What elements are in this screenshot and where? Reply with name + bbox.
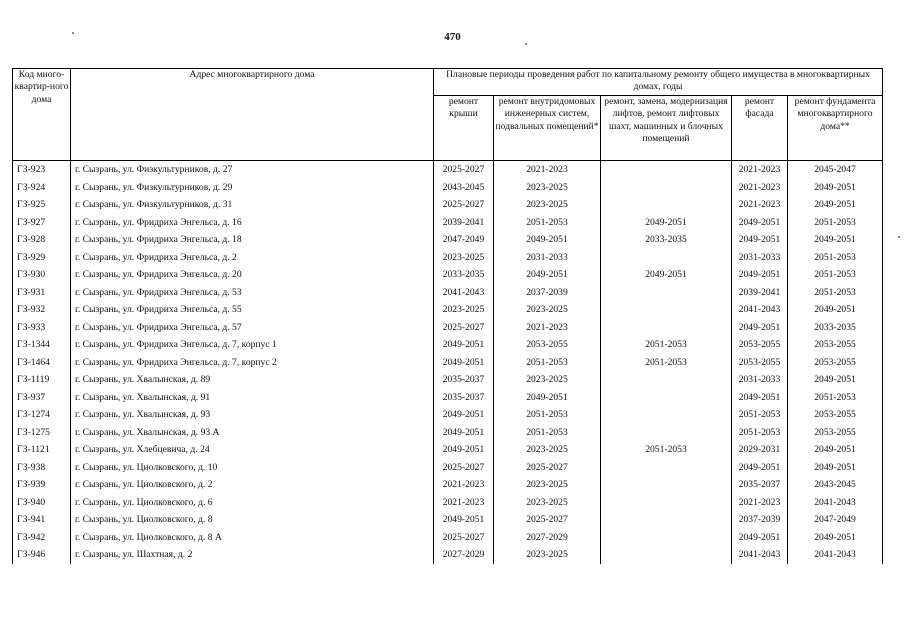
roof-period-cell: 2021-2023 bbox=[434, 476, 494, 494]
lifts-period-cell bbox=[601, 319, 732, 337]
engineering-period-cell: 2049-2051 bbox=[494, 389, 601, 407]
house-code-cell: ГЗ-942 bbox=[13, 529, 71, 547]
engineering-period-cell: 2037-2039 bbox=[494, 284, 601, 302]
house-code-cell: ГЗ-925 bbox=[13, 196, 71, 214]
foundation-period-cell: 2045-2047 bbox=[788, 161, 883, 179]
roof-period-cell: 2025-2027 bbox=[434, 459, 494, 477]
lifts-period-cell bbox=[601, 546, 732, 564]
facade-period-cell: 2051-2053 bbox=[732, 424, 788, 442]
lifts-period-cell: 2033-2035 bbox=[601, 231, 732, 249]
house-code-cell: ГЗ-1344 bbox=[13, 336, 71, 354]
header-address: Адрес многоквартирного дома bbox=[71, 69, 434, 161]
roof-period-cell: 2049-2051 bbox=[434, 336, 494, 354]
foundation-period-cell: 2051-2053 bbox=[788, 266, 883, 284]
house-code-cell: ГЗ-939 bbox=[13, 476, 71, 494]
header-foundation: ремонт фундамента многоквартирного дома** bbox=[788, 96, 883, 161]
foundation-period-cell: 2049-2051 bbox=[788, 179, 883, 197]
table-row bbox=[13, 406, 883, 424]
foundation-period-cell: 2051-2053 bbox=[788, 249, 883, 267]
house-code-cell: ГЗ-927 bbox=[13, 214, 71, 232]
facade-period-cell: 2053-2055 bbox=[732, 354, 788, 372]
house-code-cell: ГЗ-923 bbox=[13, 161, 71, 179]
engineering-period-cell: 2023-2025 bbox=[494, 494, 601, 512]
engineering-period-cell: 2049-2051 bbox=[494, 266, 601, 284]
foundation-period-cell: 2049-2051 bbox=[788, 459, 883, 477]
table-row bbox=[13, 494, 883, 512]
roof-period-cell: 2025-2027 bbox=[434, 529, 494, 547]
address-cell: г. Сызрань, ул. Физкультурников, д. 31 bbox=[71, 196, 434, 214]
house-code-cell: ГЗ-928 bbox=[13, 231, 71, 249]
address-cell: г. Сызрань, ул. Фридриха Энгельса, д. 2 bbox=[71, 249, 434, 267]
foundation-period-cell: 2049-2051 bbox=[788, 301, 883, 319]
address-cell: г. Сызрань, ул. Хвалынская, д. 91 bbox=[71, 389, 434, 407]
lifts-period-cell bbox=[601, 529, 732, 547]
table-row bbox=[13, 424, 883, 442]
facade-period-cell: 2021-2023 bbox=[732, 196, 788, 214]
table-row bbox=[13, 231, 883, 249]
address-cell: г. Сызрань, ул. Физкультурников, д. 29 bbox=[71, 179, 434, 197]
address-cell: г. Сызрань, ул. Фридриха Энгельса, д. 57 bbox=[71, 319, 434, 337]
table-row bbox=[13, 301, 883, 319]
lifts-period-cell bbox=[601, 389, 732, 407]
house-code-cell: ГЗ-924 bbox=[13, 179, 71, 197]
roof-period-cell: 2025-2027 bbox=[434, 319, 494, 337]
engineering-period-cell: 2049-2051 bbox=[494, 231, 601, 249]
address-cell: г. Сызрань, ул. Фридриха Энгельса, д. 18 bbox=[71, 231, 434, 249]
roof-period-cell: 2023-2025 bbox=[434, 249, 494, 267]
header-lifts: ремонт, замена, модернизация лифтов, ремонт лифтовых шахт, машинных и блочных помещений bbox=[601, 96, 732, 161]
facade-period-cell: 2021-2023 bbox=[732, 494, 788, 512]
foundation-period-cell: 2049-2051 bbox=[788, 371, 883, 389]
table-row bbox=[13, 459, 883, 477]
roof-period-cell: 2049-2051 bbox=[434, 406, 494, 424]
table-row bbox=[13, 371, 883, 389]
address-cell: г. Сызрань, ул. Фридриха Энгельса, д. 16 bbox=[71, 214, 434, 232]
address-cell: г. Сызрань, ул. Физкультурников, д. 27 bbox=[71, 161, 434, 179]
facade-period-cell: 2049-2051 bbox=[732, 319, 788, 337]
foundation-period-cell: 2051-2053 bbox=[788, 214, 883, 232]
house-code-cell: ГЗ-932 bbox=[13, 301, 71, 319]
engineering-period-cell: 2027-2029 bbox=[494, 529, 601, 547]
house-code-cell: ГЗ-933 bbox=[13, 319, 71, 337]
facade-period-cell: 2051-2053 bbox=[732, 406, 788, 424]
table-row bbox=[13, 196, 883, 214]
table-row bbox=[13, 266, 883, 284]
engineering-period-cell: 2023-2025 bbox=[494, 546, 601, 564]
facade-period-cell: 2021-2023 bbox=[732, 179, 788, 197]
scan-speck bbox=[72, 32, 74, 34]
lifts-period-cell bbox=[601, 371, 732, 389]
facade-period-cell: 2049-2051 bbox=[732, 266, 788, 284]
lifts-period-cell bbox=[601, 179, 732, 197]
foundation-period-cell: 2049-2051 bbox=[788, 529, 883, 547]
table-row bbox=[13, 161, 883, 179]
address-cell: г. Сызрань, ул. Хвалынская, д. 93 А bbox=[71, 424, 434, 442]
table-row bbox=[13, 249, 883, 267]
engineering-period-cell: 2051-2053 bbox=[494, 214, 601, 232]
table-row bbox=[13, 389, 883, 407]
house-code-cell: ГЗ-1121 bbox=[13, 441, 71, 459]
address-cell: г. Сызрань, ул. Хвалынская, д. 89 bbox=[71, 371, 434, 389]
house-code-cell: ГЗ-946 bbox=[13, 546, 71, 564]
lifts-period-cell bbox=[601, 476, 732, 494]
house-code-cell: ГЗ-1119 bbox=[13, 371, 71, 389]
roof-period-cell: 2049-2051 bbox=[434, 511, 494, 529]
foundation-period-cell: 2041-2043 bbox=[788, 494, 883, 512]
facade-period-cell: 2049-2051 bbox=[732, 529, 788, 547]
engineering-period-cell: 2021-2023 bbox=[494, 319, 601, 337]
header-periods: Плановые периоды проведения работ по капитальному ремонту общего имущества в многоквартирных домах, годы bbox=[434, 69, 883, 96]
roof-period-cell: 2025-2027 bbox=[434, 196, 494, 214]
roof-period-cell: 2033-2035 bbox=[434, 266, 494, 284]
table-row bbox=[13, 336, 883, 354]
lifts-period-cell: 2049-2051 bbox=[601, 266, 732, 284]
lifts-period-cell bbox=[601, 511, 732, 529]
lifts-period-cell bbox=[601, 249, 732, 267]
house-code-cell: ГЗ-929 bbox=[13, 249, 71, 267]
address-cell: г. Сызрань, ул. Циолковского, д. 2 bbox=[71, 476, 434, 494]
table-row bbox=[13, 529, 883, 547]
engineering-period-cell: 2051-2053 bbox=[494, 406, 601, 424]
table-row bbox=[13, 546, 883, 564]
address-cell: г. Сызрань, ул. Фридриха Энгельса, д. 55 bbox=[71, 301, 434, 319]
table-row bbox=[13, 319, 883, 337]
roof-period-cell: 2049-2051 bbox=[434, 354, 494, 372]
engineering-period-cell: 2023-2025 bbox=[494, 476, 601, 494]
house-code-cell: ГЗ-1274 bbox=[13, 406, 71, 424]
facade-period-cell: 2053-2055 bbox=[732, 336, 788, 354]
roof-period-cell: 2035-2037 bbox=[434, 371, 494, 389]
facade-period-cell: 2039-2041 bbox=[732, 284, 788, 302]
engineering-period-cell: 2021-2023 bbox=[494, 161, 601, 179]
foundation-period-cell: 2047-2049 bbox=[788, 511, 883, 529]
address-cell: г. Сызрань, ул. Хвалынская, д. 93 bbox=[71, 406, 434, 424]
lifts-period-cell bbox=[601, 161, 732, 179]
address-cell: г. Сызрань, ул. Циолковского, д. 8 bbox=[71, 511, 434, 529]
lifts-period-cell bbox=[601, 284, 732, 302]
capital-repair-table bbox=[12, 68, 883, 564]
facade-period-cell: 2049-2051 bbox=[732, 459, 788, 477]
address-cell: г. Сызрань, ул. Хлебцевича, д. 24 bbox=[71, 441, 434, 459]
header-engineering: ремонт внутридомовых инженерных систем, подвальных помещений* bbox=[494, 96, 601, 161]
roof-period-cell: 2049-2051 bbox=[434, 441, 494, 459]
table-row bbox=[13, 354, 883, 372]
engineering-period-cell: 2023-2025 bbox=[494, 196, 601, 214]
header-roof: ремонт крыши bbox=[434, 96, 494, 161]
foundation-period-cell: 2053-2055 bbox=[788, 406, 883, 424]
roof-period-cell: 2041-2043 bbox=[434, 284, 494, 302]
engineering-period-cell: 2023-2025 bbox=[494, 371, 601, 389]
address-cell: г. Сызрань, ул. Циолковского, д. 10 bbox=[71, 459, 434, 477]
address-cell: г. Сызрань, ул. Фридриха Энгельса, д. 53 bbox=[71, 284, 434, 302]
lifts-period-cell bbox=[601, 424, 732, 442]
roof-period-cell: 2049-2051 bbox=[434, 424, 494, 442]
roof-period-cell: 2039-2041 bbox=[434, 214, 494, 232]
lifts-period-cell: 2051-2053 bbox=[601, 336, 732, 354]
address-cell: г. Сызрань, ул. Шахтная, д. 2 bbox=[71, 546, 434, 564]
engineering-period-cell: 2023-2025 bbox=[494, 301, 601, 319]
foundation-period-cell: 2053-2055 bbox=[788, 336, 883, 354]
roof-period-cell: 2027-2029 bbox=[434, 546, 494, 564]
foundation-period-cell: 2043-2045 bbox=[788, 476, 883, 494]
facade-period-cell: 2031-2033 bbox=[732, 371, 788, 389]
house-code-cell: ГЗ-1275 bbox=[13, 424, 71, 442]
foundation-period-cell: 2051-2053 bbox=[788, 284, 883, 302]
lifts-period-cell: 2051-2053 bbox=[601, 441, 732, 459]
foundation-period-cell: 2041-2043 bbox=[788, 546, 883, 564]
roof-period-cell: 2023-2025 bbox=[434, 301, 494, 319]
scan-speck bbox=[525, 43, 527, 45]
lifts-period-cell bbox=[601, 406, 732, 424]
table-row bbox=[13, 179, 883, 197]
lifts-period-cell: 2049-2051 bbox=[601, 214, 732, 232]
table-row bbox=[13, 214, 883, 232]
foundation-period-cell: 2049-2051 bbox=[788, 231, 883, 249]
facade-period-cell: 2035-2037 bbox=[732, 476, 788, 494]
page-number: 470 bbox=[444, 31, 461, 43]
foundation-period-cell: 2033-2035 bbox=[788, 319, 883, 337]
address-cell: г. Сызрань, ул. Циолковского, д. 6 bbox=[71, 494, 434, 512]
engineering-period-cell: 2023-2025 bbox=[494, 179, 601, 197]
facade-period-cell: 2029-2031 bbox=[732, 441, 788, 459]
foundation-period-cell: 2049-2051 bbox=[788, 196, 883, 214]
engineering-period-cell: 2051-2053 bbox=[494, 354, 601, 372]
table-body bbox=[13, 161, 883, 564]
facade-period-cell: 2037-2039 bbox=[732, 511, 788, 529]
lifts-period-cell bbox=[601, 301, 732, 319]
lifts-period-cell bbox=[601, 196, 732, 214]
engineering-period-cell: 2025-2027 bbox=[494, 459, 601, 477]
facade-period-cell: 2049-2051 bbox=[732, 214, 788, 232]
house-code-cell: ГЗ-938 bbox=[13, 459, 71, 477]
house-code-cell: ГЗ-1464 bbox=[13, 354, 71, 372]
header-facade: ремонт фасада bbox=[732, 96, 788, 161]
facade-period-cell: 2031-2033 bbox=[732, 249, 788, 267]
house-code-cell: ГЗ-941 bbox=[13, 511, 71, 529]
facade-period-cell: 2049-2051 bbox=[732, 231, 788, 249]
engineering-period-cell: 2051-2053 bbox=[494, 424, 601, 442]
foundation-period-cell: 2051-2053 bbox=[788, 389, 883, 407]
lifts-period-cell bbox=[601, 494, 732, 512]
engineering-period-cell: 2025-2027 bbox=[494, 511, 601, 529]
house-code-cell: ГЗ-931 bbox=[13, 284, 71, 302]
house-code-cell: ГЗ-930 bbox=[13, 266, 71, 284]
house-code-cell: ГЗ-937 bbox=[13, 389, 71, 407]
facade-period-cell: 2021-2023 bbox=[732, 161, 788, 179]
facade-period-cell: 2049-2051 bbox=[732, 389, 788, 407]
foundation-period-cell: 2049-2051 bbox=[788, 441, 883, 459]
facade-period-cell: 2041-2043 bbox=[732, 301, 788, 319]
scan-speck bbox=[898, 236, 900, 238]
table-row bbox=[13, 441, 883, 459]
address-cell: г. Сызрань, ул. Фридриха Энгельса, д. 20 bbox=[71, 266, 434, 284]
address-cell: г. Сызрань, ул. Фридриха Энгельса, д. 7, корпус 2 bbox=[71, 354, 434, 372]
address-cell: г. Сызрань, ул. Фридриха Энгельса, д. 7, корпус 1 bbox=[71, 336, 434, 354]
lifts-period-cell: 2051-2053 bbox=[601, 354, 732, 372]
roof-period-cell: 2021-2023 bbox=[434, 494, 494, 512]
engineering-period-cell: 2053-2055 bbox=[494, 336, 601, 354]
lifts-period-cell bbox=[601, 459, 732, 477]
engineering-period-cell: 2023-2025 bbox=[494, 441, 601, 459]
engineering-period-cell: 2031-2033 bbox=[494, 249, 601, 267]
roof-period-cell: 2043-2045 bbox=[434, 179, 494, 197]
foundation-period-cell: 2053-2055 bbox=[788, 424, 883, 442]
roof-period-cell: 2047-2049 bbox=[434, 231, 494, 249]
roof-period-cell: 2025-2027 bbox=[434, 161, 494, 179]
facade-period-cell: 2041-2043 bbox=[732, 546, 788, 564]
header-code: Код много-квартир-ного дома bbox=[13, 69, 71, 161]
foundation-period-cell: 2053-2055 bbox=[788, 354, 883, 372]
roof-period-cell: 2035-2037 bbox=[434, 389, 494, 407]
house-code-cell: ГЗ-940 bbox=[13, 494, 71, 512]
table-row bbox=[13, 284, 883, 302]
table-row bbox=[13, 511, 883, 529]
table-row bbox=[13, 476, 883, 494]
address-cell: г. Сызрань, ул. Циолковского, д. 8 А bbox=[71, 529, 434, 547]
